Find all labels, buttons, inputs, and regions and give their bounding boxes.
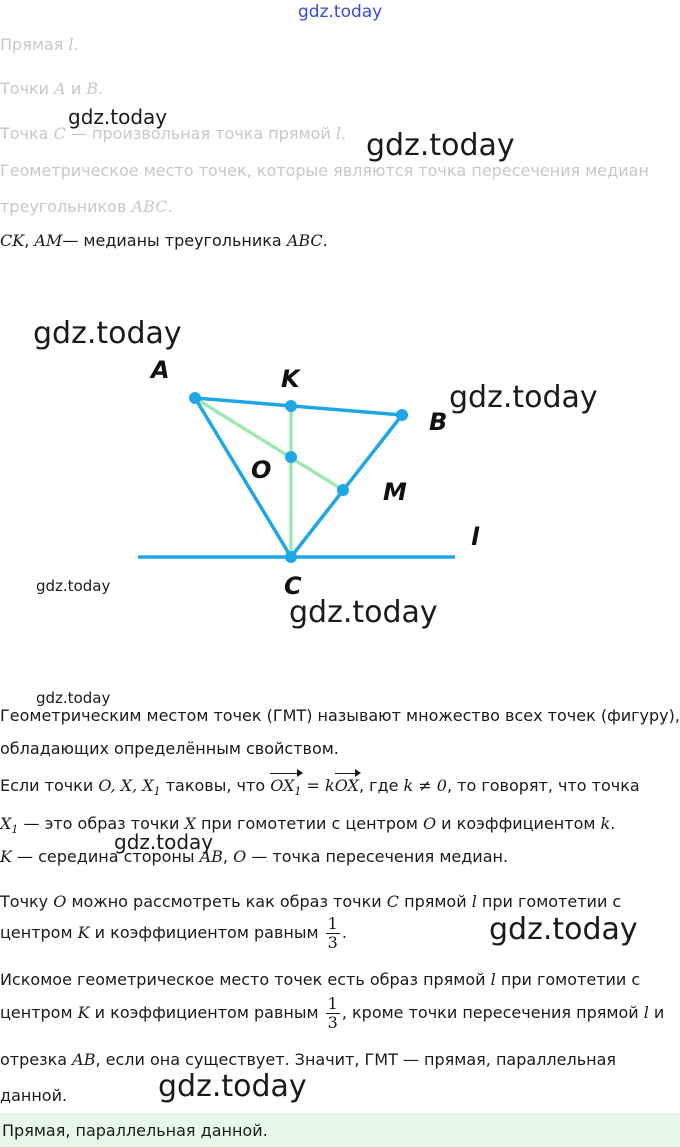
watermark: gdz.today (68, 105, 168, 129)
triangle-abc: ABC (286, 231, 323, 250)
given-end: . (98, 79, 104, 98)
text: , кроме точки пересечения прямой (341, 1003, 644, 1022)
given-text: — медианы треугольника (62, 231, 287, 250)
watermark: gdz.today (366, 128, 515, 163)
given-var: A (54, 79, 66, 98)
text: при гомотетии с центром (195, 814, 423, 833)
vector-ox: OX (334, 776, 359, 795)
watermark: gdz.today (36, 689, 111, 707)
text: — это образ точки (18, 814, 185, 833)
given-text: — произвольная точка прямой (65, 124, 336, 143)
triangle-abc-shape (195, 398, 402, 557)
given-text: Прямая (0, 35, 69, 54)
solution-p2b (0, 814, 615, 836)
point-o (285, 451, 297, 463)
watermark: gdz.today (298, 2, 383, 22)
solution-p5b (0, 995, 664, 1032)
text: и коэффициентом равным (89, 923, 324, 942)
watermark: gdz.today (114, 830, 214, 854)
text: можно рассмотреть как образ точки (66, 892, 387, 911)
answer-text: Прямая, параллельная данной. (2, 1121, 268, 1140)
given-var: B (86, 79, 99, 98)
given-text: треугольников (0, 197, 132, 216)
given-end: . (341, 124, 347, 143)
fraction-one-third (326, 915, 340, 952)
solution-p1a: Геометрическим местом точек (ГМТ) называют множество всех точек (фигуру), (0, 706, 680, 725)
given-text: Точки (0, 79, 55, 98)
text: при гомотетии с (476, 892, 622, 911)
denominator: 3 (327, 1013, 338, 1032)
var: AB (72, 1050, 96, 1069)
var: X (184, 814, 196, 833)
label-k: K (281, 365, 300, 393)
var: l (643, 1003, 649, 1022)
text: прямой (399, 892, 472, 911)
solution-p3 (0, 847, 508, 866)
watermark: gdz.today (289, 595, 438, 630)
denominator: 3 (327, 933, 338, 952)
solution-p5a (0, 970, 640, 989)
watermark: gdz.today (489, 912, 638, 947)
text: отрезка (0, 1050, 73, 1069)
given-text: Точка (0, 124, 54, 143)
text: — середина стороны (11, 847, 200, 866)
text: Если точки (0, 776, 99, 795)
given-line-4: Геометрическое место точек, которые являются точка пересечения медиан (0, 161, 649, 180)
point-k (285, 400, 297, 412)
given-var: ABC (131, 197, 168, 216)
var: O (53, 892, 67, 911)
subscript: 1 (11, 823, 19, 837)
text: , если она существует. Значит, ГМТ — прямая, параллельная (95, 1050, 617, 1069)
text: центром (0, 1003, 78, 1022)
var: O (233, 847, 247, 866)
vector-ox1 (270, 776, 301, 798)
label-m: M (383, 478, 407, 506)
var: l (490, 970, 496, 989)
numerator: 1 (327, 994, 338, 1013)
solution-p5d: данной. (0, 1086, 68, 1105)
watermark: gdz.today (449, 380, 598, 415)
given-text: и (65, 79, 87, 98)
var: X (0, 814, 12, 833)
point-a (189, 392, 201, 404)
text: . (610, 814, 616, 833)
text: — точка пересечения медиан. (246, 847, 509, 866)
var: O, X, X (98, 776, 154, 795)
var: C (386, 892, 400, 911)
median-ck: CK (0, 231, 25, 250)
point-c (285, 551, 297, 563)
text: , (222, 847, 234, 866)
subscript: 1 (294, 785, 302, 799)
var: K (77, 1003, 90, 1022)
label-o: O (251, 456, 272, 484)
watermark: gdz.today (36, 577, 111, 595)
given-var: l (68, 35, 74, 54)
cond: k ≠ 0 (403, 776, 447, 795)
given-var: l (335, 124, 341, 143)
point-b (396, 409, 408, 421)
label-b: B (429, 408, 448, 436)
text: таковы, что (160, 776, 271, 795)
given-end: . (322, 231, 328, 250)
text: , где (358, 776, 404, 795)
var: O (422, 814, 437, 833)
text: Точку (0, 892, 54, 911)
text: , то говорят, что точка (446, 776, 640, 795)
label-l: l (471, 523, 480, 551)
text: и коэффициентом равным (89, 1003, 324, 1022)
point-m (337, 484, 349, 496)
subscript: 1 (153, 785, 161, 799)
solution-p4b (0, 915, 347, 952)
answer-box (0, 1113, 680, 1147)
var: k (600, 814, 611, 833)
label-a: A (151, 356, 170, 384)
text: Искомое геометрическое место точек есть образ прямой (0, 970, 491, 989)
watermark: gdz.today (158, 1069, 307, 1104)
label-c: C (284, 572, 302, 600)
sep: , (24, 231, 35, 250)
var: l (471, 892, 477, 911)
vec-text: OX (270, 776, 295, 795)
text: и коэффициентом (436, 814, 601, 833)
numerator: 1 (327, 914, 338, 933)
solution-p4a (0, 892, 621, 911)
var: AB (199, 847, 223, 866)
var: K (0, 847, 12, 866)
median-am: AM (34, 231, 63, 250)
text: и (648, 1003, 665, 1022)
solution-p1b: обладающих определённым свойством. (0, 739, 339, 758)
eq: = k (301, 776, 335, 795)
text: при гомотетии с (495, 970, 641, 989)
var: K (77, 923, 90, 942)
text: . (341, 923, 347, 942)
solution-p2a (0, 776, 640, 798)
given-end: . (73, 35, 79, 54)
given-end: . (167, 197, 173, 216)
fraction-one-third (326, 995, 340, 1032)
given-var: C (53, 124, 66, 143)
text: центром (0, 923, 78, 942)
watermark: gdz.today (33, 316, 182, 351)
solution-p5c (0, 1050, 616, 1069)
